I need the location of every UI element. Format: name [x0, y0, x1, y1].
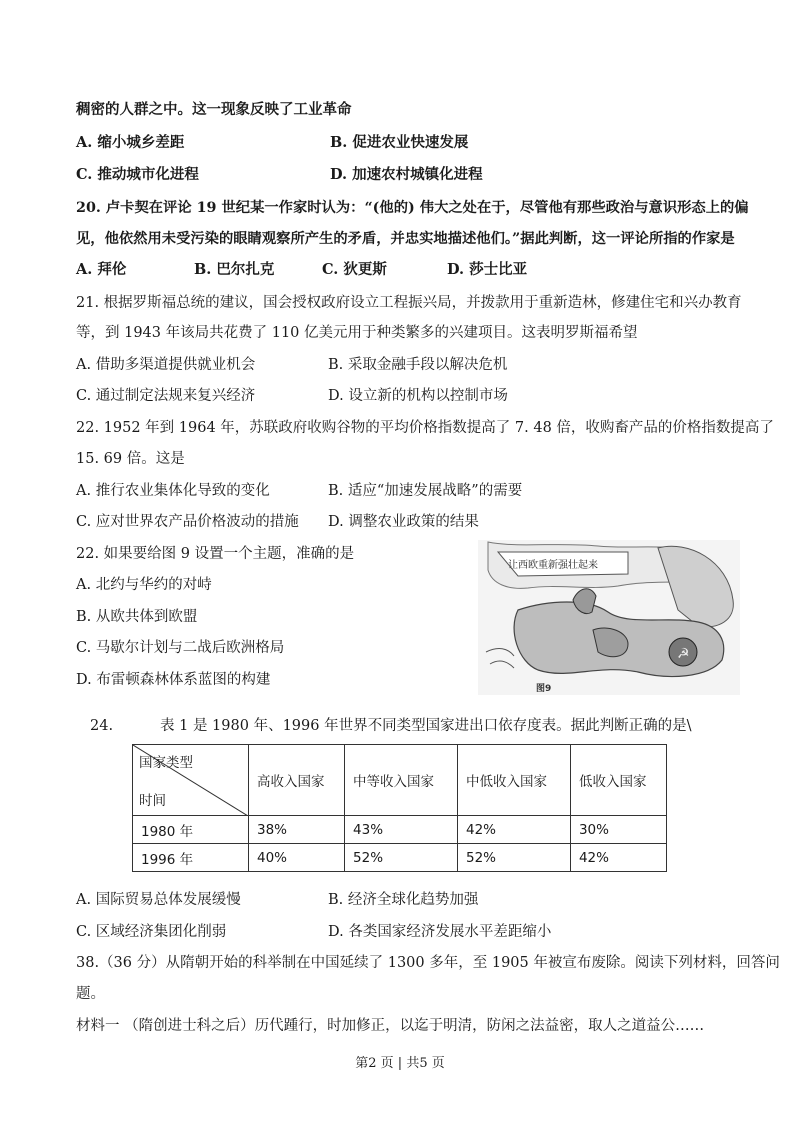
q19-option-a: A. 缩小城乡差距: [76, 134, 185, 151]
q19-stem-end: 稠密的人群之中。这一现象反映了工业革命: [76, 101, 352, 118]
q24-option-c: C. 区域经济集团化削弱: [76, 924, 227, 940]
q20-option-a: A. 拜伦: [76, 261, 127, 278]
q24-option-a: A. 国际贸易总体发展缓慢: [76, 892, 241, 908]
table-cell: 30%: [570, 816, 666, 844]
bubble-text: 让西欧重新强壮起来: [508, 560, 598, 571]
header-cell: 低收入国家: [570, 745, 666, 816]
q38-stem-2: 题。: [76, 986, 105, 1002]
q20-option-d: D. 莎士比亚: [447, 261, 528, 278]
q22-option-b: B. 适应“加速发展战略”的需要: [328, 483, 523, 499]
row-year: 1980 年: [133, 816, 249, 844]
q24-stem: 表 1 是 1980 年、1996 年世界不同类型国家进出口依存度表。据此判断正确的是\: [160, 718, 692, 734]
q23-option-a: A. 北约与华约的对峙: [76, 577, 212, 593]
table-row: [133, 816, 667, 844]
figure-9-cartoon: [478, 540, 740, 695]
q21-option-a: A. 借助多渠道提供就业机会: [76, 357, 256, 373]
corner-top-label: 国家类型: [139, 755, 193, 771]
figure-caption: 图9: [536, 684, 552, 694]
row-year: 1996 年: [133, 844, 249, 872]
q22-stem-2: 15. 69 倍。这是: [76, 451, 185, 467]
q19-option-c: C. 推动城市化进程: [76, 166, 199, 183]
table-cell: 52%: [345, 844, 458, 872]
q22-option-d: D. 调整农业政策的结果: [328, 514, 479, 530]
table-cell: 43%: [345, 816, 458, 844]
header-cell: 中等收入国家: [345, 745, 458, 816]
q21-stem: 21. 根据罗斯福总统的建议，国会授权政府设立工程振兴局，并拨款用于重新造林，修建住宅和兴办教育: [76, 295, 742, 311]
q21-option-d: D. 设立新的机构以控制市场: [328, 388, 508, 404]
q22-option-a: A. 推行农业集体化导致的变化: [76, 483, 270, 499]
q19-option-b: B. 促进农业快速发展: [330, 134, 469, 151]
table-1: [132, 744, 667, 872]
table-cell: 38%: [249, 816, 345, 844]
header-cell: 中低收入国家: [457, 745, 570, 816]
q22-option-c: C. 应对世界农产品价格波动的措施: [76, 514, 299, 530]
table-cell: 40%: [249, 844, 345, 872]
page-footer: 第2 页 | 共5 页: [355, 1056, 445, 1071]
q20-option-c: C. 狄更斯: [322, 261, 387, 278]
material-1: 材料一 （隋创进士科之后）历代踵行，时加修正，以迄于明清，防闲之法益密，取人之道益公……: [76, 1018, 705, 1034]
table-corner-cell: [133, 745, 249, 816]
q20-stem-2: 见，他依然用未受污染的眼睛观察所产生的矛盾，并忠实地描述他们。”据此判断，这一评论所指的作家是: [76, 231, 735, 247]
table-cell: 42%: [570, 844, 666, 872]
q38-stem: 38.（36 分）从隋朝开始的科举制在中国延续了 1300 多年，至 1905 年被宣布废除。阅读下列材料，回答问: [76, 955, 780, 971]
q21-option-c: C. 通过制定法规来复兴经济: [76, 388, 256, 404]
table-cell: 42%: [457, 816, 570, 844]
q20-stem: 20. 卢卡契在评论 19 世纪某一作家时认为：“(他的) 伟大之处在于，尽管他有那些政治与意识形态上的偏: [76, 200, 749, 216]
q23-stem: 22. 如果要给图 9 设置一个主题，准确的是: [76, 546, 355, 562]
q22-stem: 22. 1952 年到 1964 年，苏联政府收购谷物的平均价格指数提高了 7. 48 倍，收购畜产品的价格指数提高了: [76, 420, 774, 436]
q21-stem-2: 等，到 1943 年该局共花费了 110 亿美元用于种类繁多的兴建项目。这表明罗斯福希望: [76, 325, 638, 341]
table-cell: 52%: [457, 844, 570, 872]
q19-option-d: D. 加速农村城镇化进程: [330, 166, 483, 183]
q23-option-c: C. 马歇尔计划与二战后欧洲格局: [76, 640, 285, 656]
q24-option-d: D. 各类国家经济发展水平差距缩小: [328, 924, 552, 940]
q23-option-b: B. 从欧共体到欧盟: [76, 609, 198, 625]
corner-bottom-label: 时间: [139, 793, 166, 809]
q21-option-b: B. 采取金融手段以解决危机: [328, 357, 508, 373]
q24-option-b: B. 经济全球化趋势加强: [328, 892, 479, 908]
header-cell: 高收入国家: [249, 745, 345, 816]
svg-text:☭: ☭: [677, 646, 690, 662]
q24-number: 24.: [90, 718, 114, 734]
q20-option-b: B. 巴尔扎克: [194, 261, 275, 278]
table-row: [133, 844, 667, 872]
q23-option-d: D. 布雷顿森林体系蓝图的构建: [76, 672, 271, 688]
table-header-row: [133, 745, 667, 816]
